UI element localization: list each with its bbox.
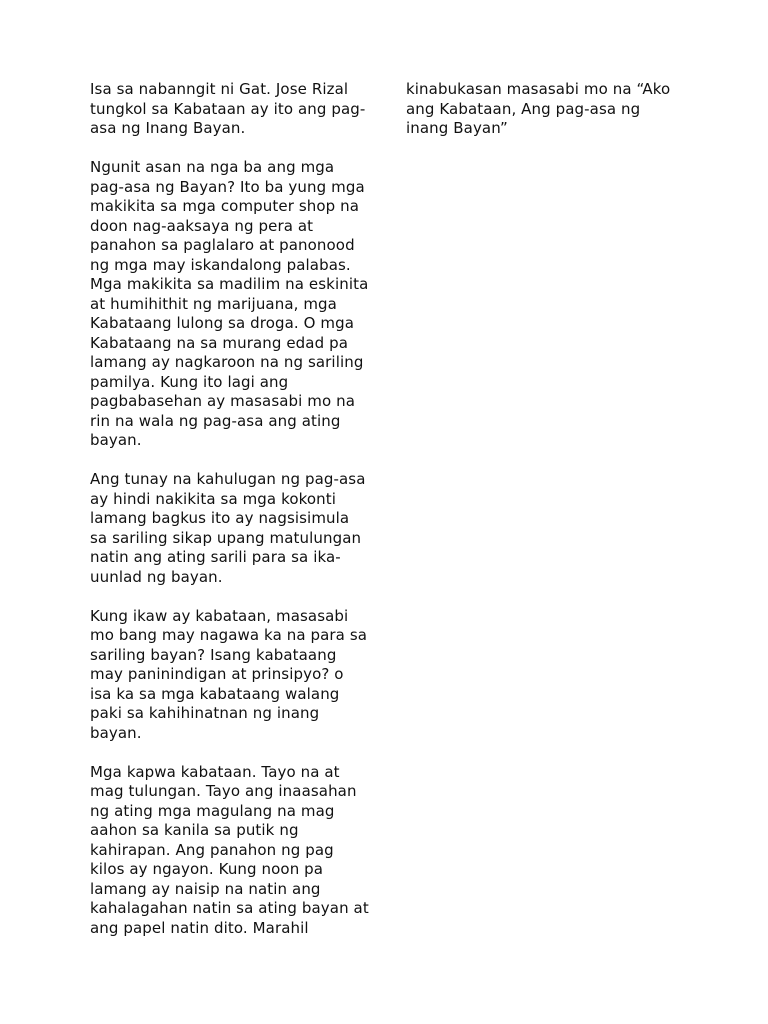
text-line: sa sariling sikap upang matulungan [90,528,362,547]
text-line: rin na wala ng pag-asa ang ating [90,411,341,430]
text-line: uunlad ng bayan. [90,567,223,586]
text-line: asa ng Inang Bayan. [90,119,246,137]
text-line: pagbabasehan ay masasabi mo na [90,392,356,410]
text-line: paki sa kahihinatnan ng inang [90,704,320,722]
text-line: lamang ay naisip na natin ang [90,879,321,898]
paragraph-2 [90,158,372,451]
paragraph-1 [90,80,372,139]
text-line: lamang ay nagkaroon na ng sariling [90,353,364,371]
text-line: mo bang may nagawa ka na para sa [90,626,368,644]
paragraph-4 [90,607,372,744]
right-text-column [406,80,686,139]
paragraph-6 [406,80,686,139]
text-line: ang Kabataan, Ang pag-asa ng [406,99,641,118]
text-line: natin ang ating sarili para sa ika- [90,548,341,566]
text-line: kahirapan. Ang panahon ng pag [90,840,334,859]
text-line: bayan. [90,431,142,449]
text-line: pag-asa ng Bayan? Ito ba yung mga [90,177,365,196]
text-line: makikita sa mga computer shop na [90,197,360,215]
text-line: sariling bayan? Isang kabataang [90,645,337,664]
paragraph-5 [90,763,372,939]
text-line: kilos ay ngayon. Kung noon pa [90,860,324,878]
left-text-column [90,80,372,938]
text-line: Kabataang na sa murang edad pa [90,333,348,352]
text-line: Kung ikaw ay kabataan, masasabi [90,606,349,625]
paragraph-3 [90,470,372,587]
text-line: ang papel natin dito. Marahil [90,918,309,937]
text-line: Mga kapwa kabataan. Tayo na at [90,762,340,781]
text-line: bayan. [90,723,142,742]
text-line: lamang bagkus ito ay nagsisimula [90,509,350,527]
text-line: ay hindi nakikita sa mga kokonti [90,489,337,508]
text-line: Isa sa nabanngit ni Gat. Jose Rizal [90,80,349,98]
text-line: inang Bayan” [406,119,508,137]
text-line: Ang tunay na kahulugan ng pag-asa [90,470,366,488]
text-line: may paninindigan at prinsipyo? o [90,665,344,683]
text-line: isa ka sa mga kabataang walang [90,684,340,703]
text-line: Mga makikita sa madilim na eskinita [90,275,369,293]
text-line: at humihithit ng marijuana, mga [90,294,337,313]
text-line: panahon sa paglalaro at panonood [90,236,355,254]
text-line: Kabataang lulong sa droga. O mga [90,314,355,332]
text-line: mag tulungan. Tayo ang inaasahan [90,782,357,800]
text-line: doon nag-aaksaya ng pera at [90,216,314,235]
text-line: Ngunit asan na nga ba ang mga [90,158,335,176]
text-line: kinabukasan masasabi mo na “Ako [406,80,671,98]
text-line: kahalagahan natin sa ating bayan at [90,899,369,917]
text-line: tungkol sa Kabataan ay ito ang pag- [90,99,366,118]
text-line: pamilya. Kung ito lagi ang [90,372,289,391]
text-line: ng mga may iskandalong palabas. [90,255,351,274]
text-line: ng ating mga magulang na mag [90,801,335,820]
text-line: aahon sa kanila sa putik ng [90,821,299,839]
